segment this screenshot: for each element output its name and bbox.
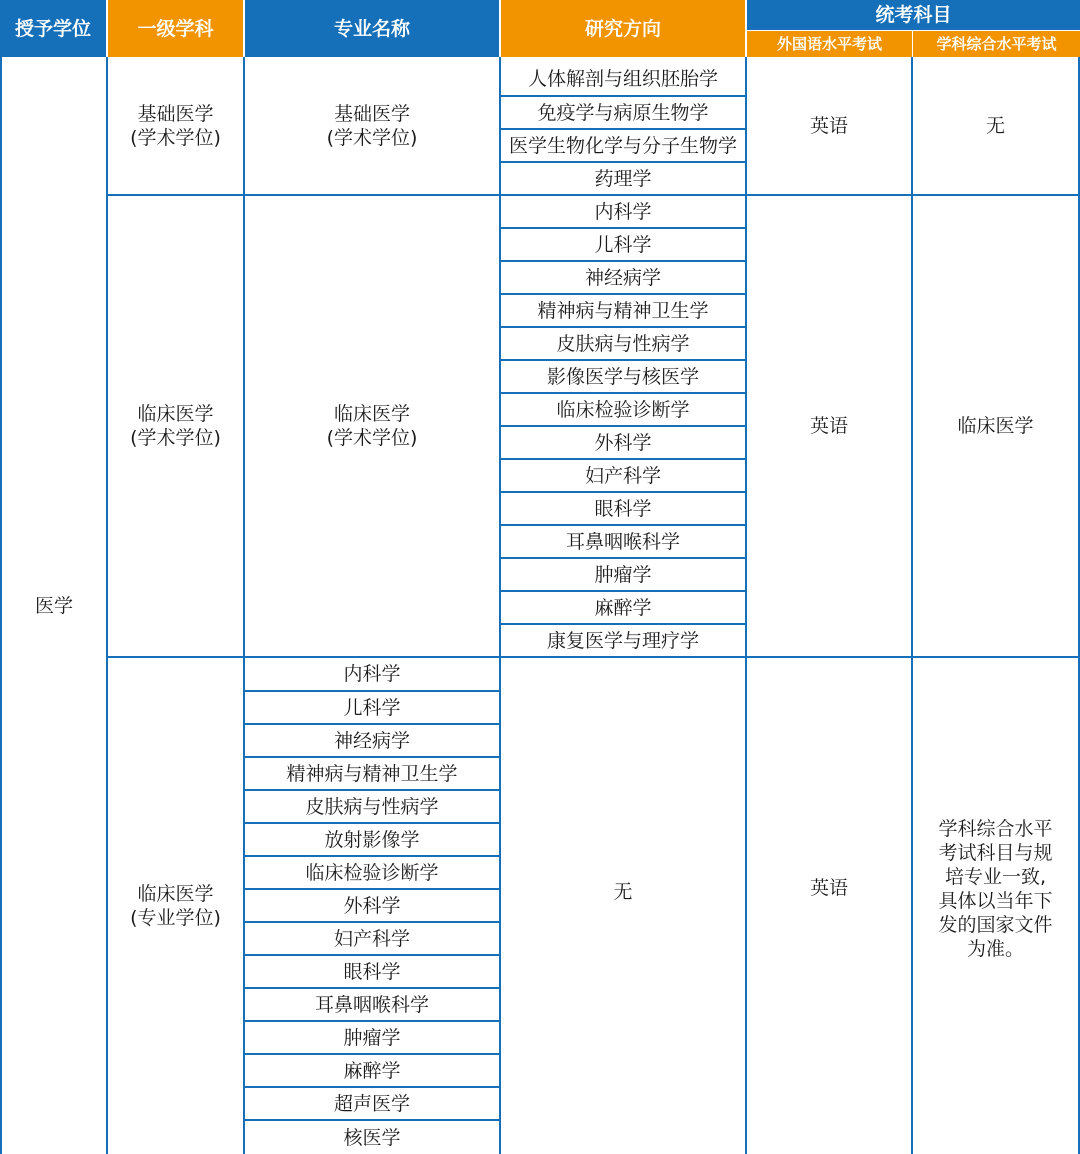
first-discipline-clinical-academic <box>108 196 243 656</box>
note-line: 为准。 <box>966 938 1024 960</box>
note-line: 培专业一致, <box>944 866 1047 888</box>
major-item: 精神病与精神卫生学 <box>286 762 458 785</box>
major-item: 儿科学 <box>343 696 401 719</box>
direction-item: 麻醉学 <box>594 596 652 619</box>
major-basic <box>245 57 499 194</box>
direction-item: 免疫学与病原生物学 <box>537 101 709 124</box>
note-line: 具体以当年下 <box>938 890 1053 912</box>
direction-item: 康复医学与理疗学 <box>546 629 699 652</box>
header-comprehensive-exam: 学科综合水平考试 <box>913 31 1080 57</box>
direction-item: 皮肤病与性病学 <box>556 332 690 355</box>
header-unified-exam: 统考科目 <box>747 0 1080 30</box>
major-item: 神经病学 <box>333 729 410 752</box>
major-item: 妇产科学 <box>333 927 410 950</box>
comprehensive-exam: 临床医学 <box>957 415 1034 437</box>
header-major: 专业名称 <box>245 0 499 57</box>
major-name: 临床医学 <box>333 403 410 425</box>
major-item: 核医学 <box>343 1126 401 1149</box>
direction-item: 妇产科学 <box>584 464 661 487</box>
major-item: 肿瘤学 <box>343 1026 401 1049</box>
degree-type: (专业学位) <box>130 907 221 929</box>
major-item: 超声医学 <box>333 1092 410 1115</box>
degree-type: (学术学位) <box>326 427 418 449</box>
first-discipline-name: 临床医学 <box>137 883 214 905</box>
direction-item: 临床检验诊断学 <box>556 398 690 421</box>
first-discipline-name: 基础医学 <box>137 102 214 125</box>
header-first-discipline: 一级学科 <box>108 0 243 57</box>
major-name: 基础医学 <box>333 102 410 125</box>
direction-item: 外科学 <box>594 431 652 454</box>
direction-item: 眼科学 <box>594 497 652 520</box>
note-line: 考试科目与规 <box>938 842 1053 864</box>
degree-type: (学术学位) <box>130 427 221 449</box>
major-item: 内科学 <box>343 663 401 685</box>
header-degree: 授予学位 <box>0 0 106 57</box>
first-discipline-clinical-professional <box>108 658 243 1154</box>
degree-cell: 医学 <box>34 594 73 617</box>
direction-item: 医学生物化学与分子生物学 <box>508 134 737 157</box>
direction-item: 耳鼻咽喉科学 <box>565 530 680 553</box>
direction-item: 影像医学与核医学 <box>546 365 699 388</box>
direction-item: 精神病与精神卫生学 <box>537 299 709 322</box>
major-item: 皮肤病与性病学 <box>305 795 439 818</box>
major-item: 眼科学 <box>343 960 401 983</box>
note-line: 发的国家文件 <box>938 914 1053 936</box>
direction-item: 儿科学 <box>594 233 652 256</box>
note-line: 学科综合水平 <box>938 818 1053 840</box>
degree-type: (学术学位) <box>130 126 221 149</box>
header-foreign-language-exam: 外国语水平考试 <box>747 31 912 57</box>
major-item: 临床检验诊断学 <box>305 861 439 884</box>
major-item: 耳鼻咽喉科学 <box>314 993 429 1016</box>
direction-item: 神经病学 <box>584 266 661 289</box>
direction-item: 内科学 <box>594 200 652 223</box>
first-discipline-name: 临床医学 <box>137 403 214 425</box>
degree-type: (学术学位) <box>326 126 418 149</box>
major-clinical-academic <box>245 196 499 656</box>
direction-item: 肿瘤学 <box>594 563 652 586</box>
header-direction: 研究方向 <box>501 0 745 57</box>
major-item: 放射影像学 <box>324 828 420 851</box>
foreign-language-exam: 英语 <box>809 114 848 137</box>
foreign-language-exam: 英语 <box>809 415 848 437</box>
direction-item: 人体解剖与组织胚胎学 <box>527 67 718 90</box>
major-item: 麻醉学 <box>343 1059 401 1082</box>
direction-none: 无 <box>613 881 633 903</box>
major-item: 外科学 <box>343 894 401 917</box>
comprehensive-exam: 无 <box>985 114 1005 137</box>
direction-item: 药理学 <box>594 167 652 190</box>
comprehensive-exam-note <box>913 658 1078 1120</box>
foreign-language-exam: 英语 <box>809 877 848 899</box>
first-discipline-basic <box>108 57 243 194</box>
